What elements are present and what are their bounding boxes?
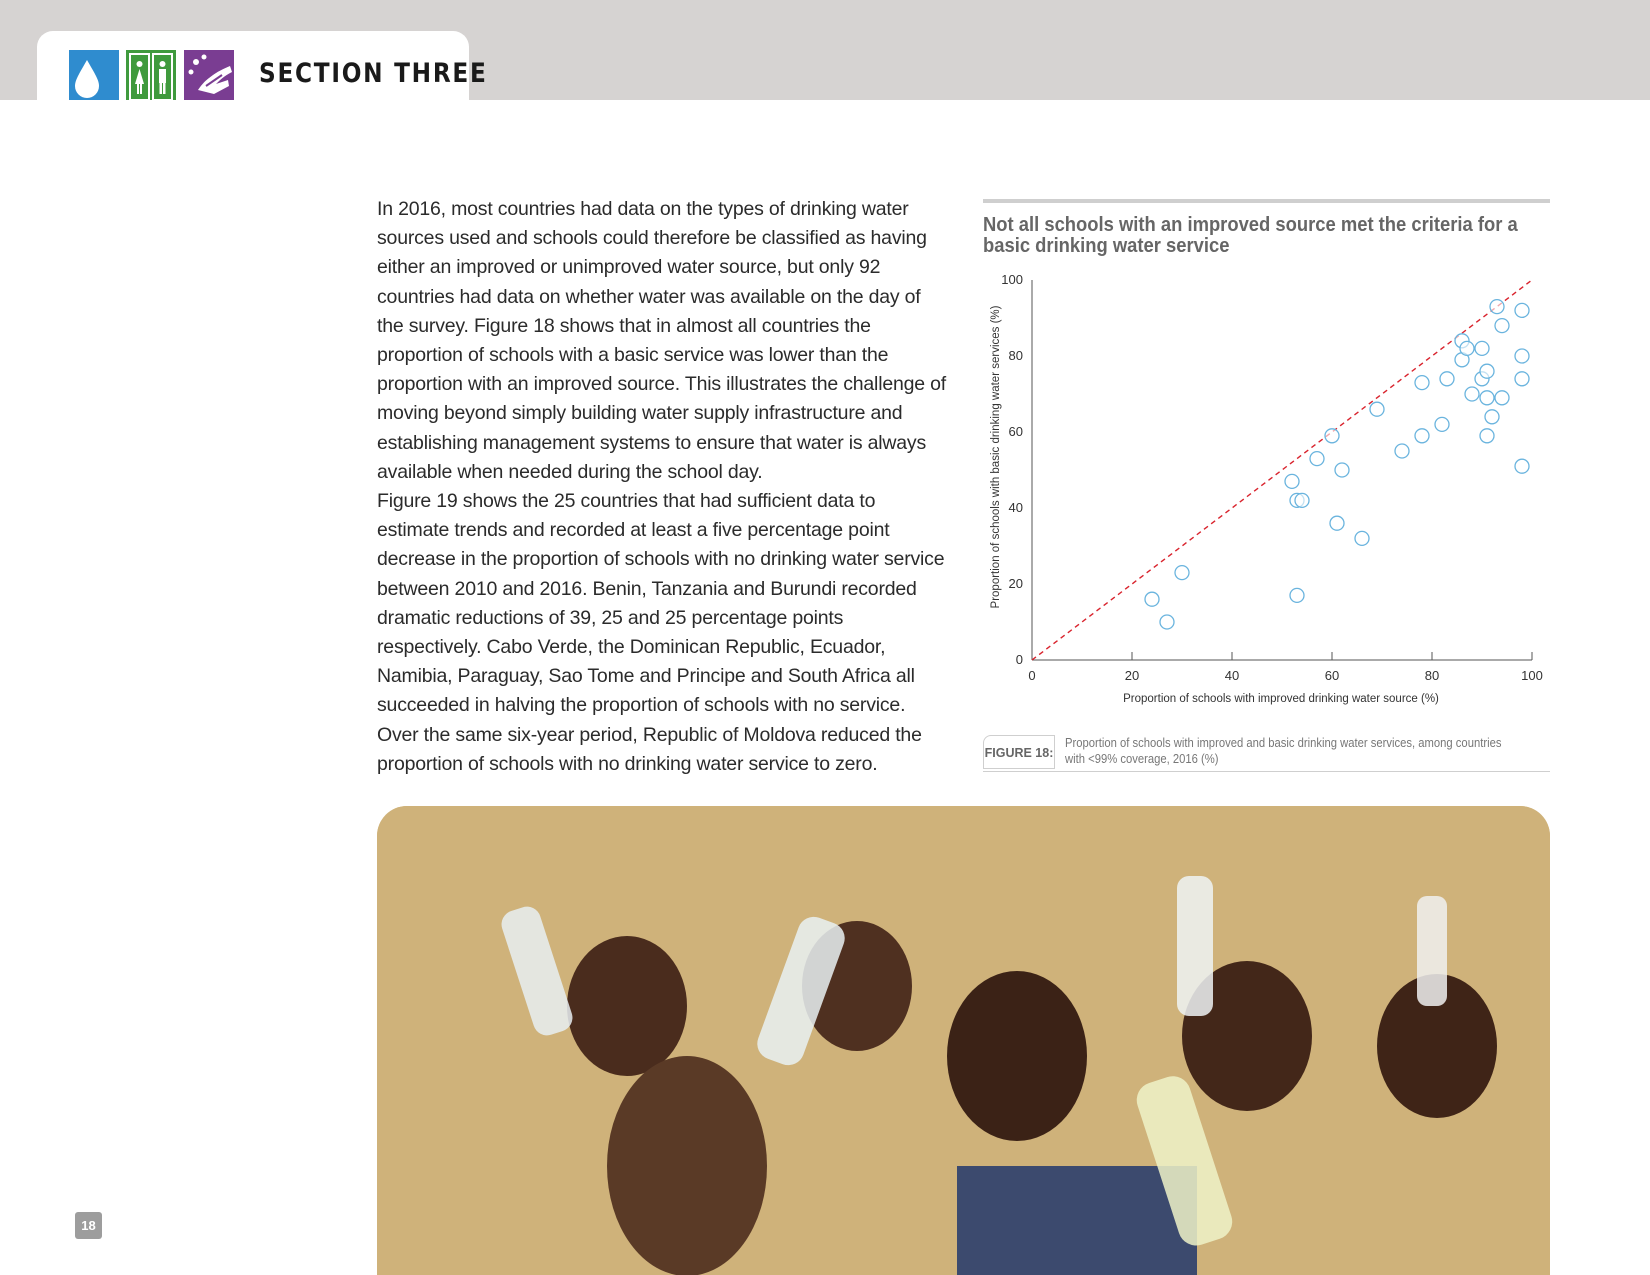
data-point: [1415, 429, 1429, 443]
data-point: [1515, 372, 1529, 386]
x-tick-label: 100: [1521, 668, 1543, 683]
body-paragraph: Figure 19 shows the 25 countries that had sufficient data to estimate trends and recorded at least a five percentage point decrease in the proportion of schools with no drinking water service between 2010 and 2016. Benin, Tanzania and Burundi recorded dramatic reductions of 39, 25 and 25 percentage points respectively. Cabo Verde, the Dominican Republic, Ecuador, Namibia, Paraguay, Sao Tome and Principe and South Africa all succeeded in halving the proportion of schools with no service. Over the same six-year period, Republic of Moldova reduced the proportion of schools with no drinking water service to zero.: [377, 490, 945, 775]
data-point: [1465, 387, 1479, 401]
children-with-water-bottles-photo: [377, 806, 1550, 1275]
figure-label: FIGURE 18:: [983, 735, 1055, 769]
data-point: [1515, 303, 1529, 317]
figure-caption-text: Proportion of schools with improved and basic drinking water services, among countries with <99% coverage, 2016 (%): [1065, 736, 1502, 766]
y-tick-label: 100: [1001, 272, 1023, 287]
data-point: [1490, 300, 1504, 314]
scatter-chart: [983, 265, 1550, 715]
y-axis-label: Proportion of schools with basic drinking water services (%): [990, 305, 1002, 609]
data-point: [1485, 410, 1499, 424]
hygiene-handwashing-icon: [184, 50, 234, 100]
data-point: [1460, 341, 1474, 355]
figure-caption: [983, 735, 1550, 772]
data-point: [1370, 402, 1384, 416]
section-title: SECTION THREE: [259, 58, 488, 89]
data-point: [1415, 376, 1429, 390]
x-tick-label: 80: [1424, 668, 1440, 683]
data-point: [1440, 372, 1454, 386]
data-point: [1355, 531, 1369, 545]
x-tick-label: 60: [1324, 668, 1340, 683]
data-point: [1480, 364, 1494, 378]
y-tick-label: 60: [1008, 424, 1023, 439]
chart-top-rule: [983, 199, 1550, 203]
data-point: [1395, 444, 1409, 458]
data-point: [1515, 459, 1529, 473]
data-point: [1435, 417, 1449, 431]
data-point: [1515, 349, 1529, 363]
chart-title: Not all schools with an improved source met the criteria for a basic drinking water service: [983, 214, 1518, 257]
data-point: [1160, 615, 1174, 629]
data-point: [1480, 429, 1494, 443]
x-axis-label: Proportion of schools with improved drinking water source (%): [1123, 693, 1439, 705]
y-tick-label: 80: [1008, 348, 1023, 363]
data-point: [1290, 588, 1304, 602]
y-tick-label: 0: [1015, 652, 1023, 667]
data-point: [1295, 493, 1309, 507]
data-point: [1145, 592, 1159, 606]
data-point: [1175, 566, 1189, 580]
body-paragraph: In 2016, most countries had data on the types of drinking water sources used and schools could therefore be classified as having either an improved or unimproved water source, but only 92 countries had data on whether water was available on the day of the survey. Figure 18 shows that in almost all countries the proportion of schools with a basic service was lower than the proportion with an improved source. This illustrates the challenge of moving beyond simply building water supply infrastructure and establishing management systems to ensure that water is always available when needed during the school day.: [377, 198, 946, 483]
sanitation-toilet-icon: [126, 50, 176, 100]
data-point: [1310, 452, 1324, 466]
y-tick-label: 40: [1008, 500, 1023, 515]
data-point: [1285, 474, 1299, 488]
data-point: [1495, 391, 1509, 405]
x-tick-label: 20: [1124, 668, 1140, 683]
x-tick-label: 0: [1028, 668, 1036, 683]
data-point: [1475, 341, 1489, 355]
data-point: [1330, 516, 1344, 530]
y-tick-label: 20: [1008, 576, 1023, 591]
x-tick-label: 40: [1224, 668, 1240, 683]
water-drop-icon: [69, 50, 119, 100]
data-point: [1480, 391, 1494, 405]
data-point: [1335, 463, 1349, 477]
page-number: 18: [75, 1212, 102, 1239]
data-point: [1495, 319, 1509, 333]
data-point: [1325, 429, 1339, 443]
